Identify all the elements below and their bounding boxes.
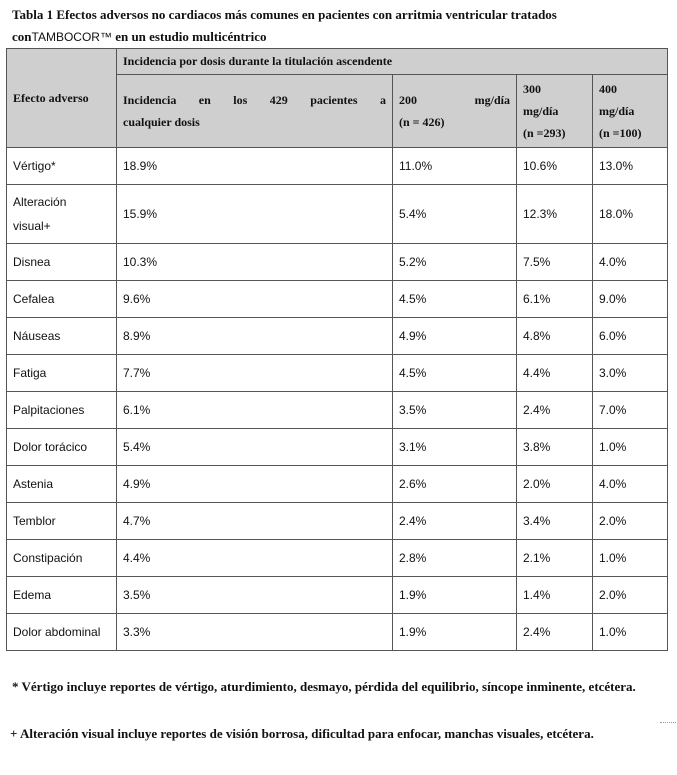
header-300-line1: 300 [523,82,541,96]
dose-300-cell: 7.5% [517,244,593,281]
table-row [7,614,668,651]
all-doses-cell: 10.3% [117,244,393,281]
dose-300-cell: 2.0% [517,466,593,503]
all-doses-cell: 3.5% [117,577,393,614]
dose-300-cell: 10.6% [517,148,593,185]
table-caption [12,4,665,48]
dose-400-cell: 13.0% [593,148,668,185]
table-row [7,540,668,577]
effect-cell [7,185,117,244]
dose-300-cell: 1.4% [517,577,593,614]
caption-brand: TAMBOCOR™ [31,30,112,44]
all-doses-cell: 7.7% [117,355,393,392]
dose-300-cell: 2.4% [517,392,593,429]
table-row [7,577,668,614]
dose-200-cell: 1.9% [393,614,517,651]
dose-400-cell: 6.0% [593,318,668,355]
dose-300-cell: 2.4% [517,614,593,651]
effect-cell: Edema [7,577,117,614]
dose-200-cell: 2.8% [393,540,517,577]
all-doses-cell: 3.3% [117,614,393,651]
all-doses-cell: 4.4% [117,540,393,577]
all-doses-cell: 5.4% [117,429,393,466]
effect-cell: Constipación [7,540,117,577]
dose-200-cell: 11.0% [393,148,517,185]
dose-300-cell: 2.1% [517,540,593,577]
table-row [7,392,668,429]
header-300-line2: mg/día [523,104,559,118]
effect-cell: Dolor torácico [7,429,117,466]
header-300-line3: (n =293) [523,126,566,140]
effect-cell: Náuseas [7,318,117,355]
table-row [7,318,668,355]
footnote-visual: + Alteración visual incluye reportes de visión borrosa, dificultad para enfocar, manchas visuales, etcétera. [10,726,594,741]
all-doses-cell: 9.6% [117,281,393,318]
all-doses-cell: 4.9% [117,466,393,503]
dose-300-cell: 3.8% [517,429,593,466]
header-all-doses-line2: cualquier dosis [123,115,200,129]
effect-cell: Disnea [7,244,117,281]
effect-line1: Alteración [13,195,67,209]
dose-200-cell: 2.6% [393,466,517,503]
header-400-line3: (n =100) [599,126,642,140]
header-300 [517,75,593,148]
dose-200-cell: 5.2% [393,244,517,281]
header-200 [393,75,517,148]
all-doses-cell: 4.7% [117,503,393,540]
dose-400-cell: 9.0% [593,281,668,318]
effect-cell: Astenia [7,466,117,503]
header-all-doses [117,75,393,148]
dose-300-cell: 4.8% [517,318,593,355]
dose-200-cell: 4.5% [393,355,517,392]
table-row [7,503,668,540]
dose-200-cell: 1.9% [393,577,517,614]
table-row [7,429,668,466]
effect-cell: Palpitaciones [7,392,117,429]
effect-cell: Cefalea [7,281,117,318]
dose-200-cell: 2.4% [393,503,517,540]
dose-400-cell: 4.0% [593,244,668,281]
all-doses-cell: 18.9% [117,148,393,185]
header-400 [593,75,668,148]
dose-200-cell: 3.1% [393,429,517,466]
dose-400-cell: 2.0% [593,577,668,614]
dose-300-cell: 3.4% [517,503,593,540]
table-row [7,466,668,503]
dose-200-cell: 4.5% [393,281,517,318]
effect-cell: Dolor abdominal [7,614,117,651]
all-doses-cell: 15.9% [117,185,393,244]
dose-400-cell: 7.0% [593,392,668,429]
dose-200-cell: 5.4% [393,185,517,244]
dose-400-cell: 2.0% [593,503,668,540]
dose-200-cell: 4.9% [393,318,517,355]
all-doses-cell: 8.9% [117,318,393,355]
effect-cell: Vértigo* [7,148,117,185]
adverse-effects-table [6,48,668,651]
caption-line2 [12,26,665,48]
header-200-line2: (n = 426) [399,115,445,129]
dose-200-cell: 3.5% [393,392,517,429]
dose-400-cell: 4.0% [593,466,668,503]
effect-line2: visual+ [13,219,51,233]
dose-300-cell: 4.4% [517,355,593,392]
header-200-line1: 200 mg/día [399,93,510,107]
dose-400-cell: 3.0% [593,355,668,392]
caption-suffix: en un estudio multicéntrico [111,29,267,44]
dose-400-cell: 1.0% [593,614,668,651]
table-row [7,244,668,281]
header-400-line2: mg/día [599,104,635,118]
dose-400-cell: 1.0% [593,429,668,466]
dose-300-cell: 6.1% [517,281,593,318]
header-group: Incidencia por dosis durante la titulación ascendente [117,49,668,75]
header-400-line1: 400 [599,82,617,96]
all-doses-cell: 6.1% [117,392,393,429]
footnote-vertigo: * Vértigo incluye reportes de vértigo, aturdimiento, desmayo, pérdida del equilibrio, síncope inminente, etcétera. [12,679,636,694]
dotted-separator [660,722,676,723]
table-row [7,185,668,244]
caption-line1: Tabla 1 Efectos adversos no cardiacos más comunes en pacientes con arritmia ventricular tratados [12,7,557,22]
effect-cell: Temblor [7,503,117,540]
table-row [7,148,668,185]
effect-cell: Fatiga [7,355,117,392]
caption-prefix: con [12,29,32,44]
dose-300-cell: 12.3% [517,185,593,244]
dose-400-cell: 1.0% [593,540,668,577]
header-effect: Efecto adverso [7,49,117,148]
dose-400-cell: 18.0% [593,185,668,244]
table-row [7,355,668,392]
header-all-doses-line1: Incidencia en los 429 pacientes a [123,93,386,107]
table-row [7,281,668,318]
